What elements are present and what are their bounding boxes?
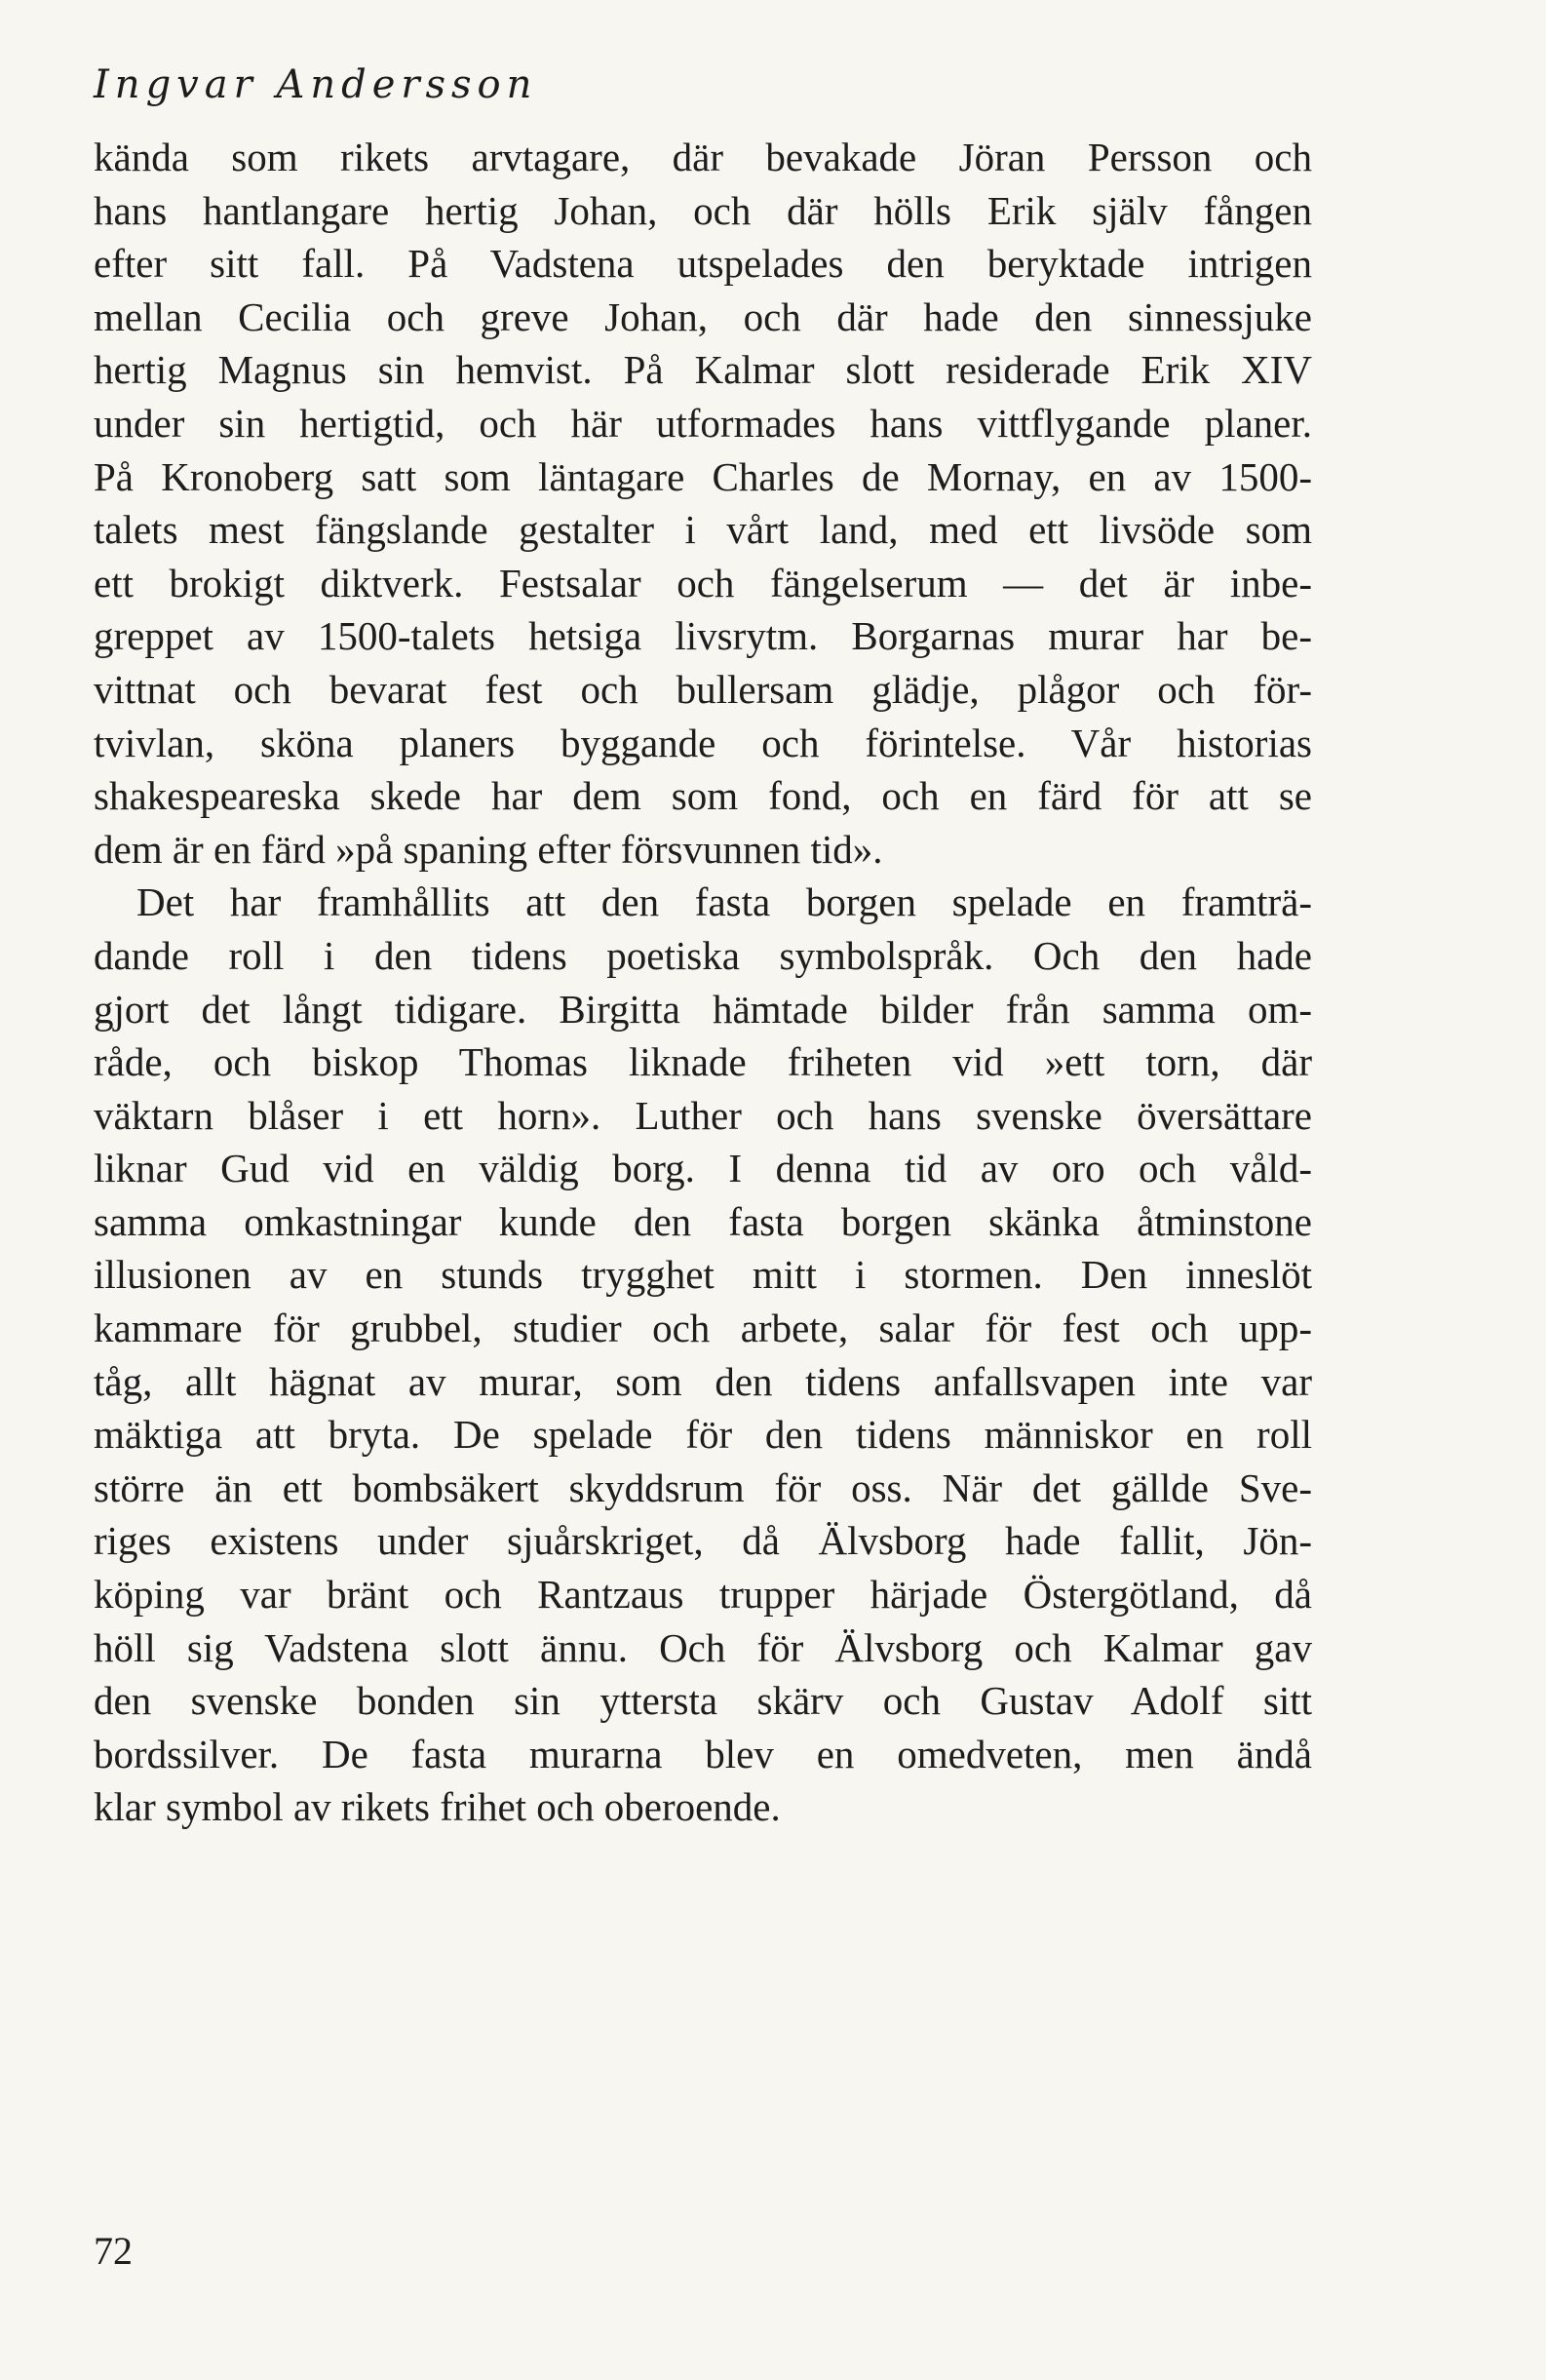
text-line: dande roll i den tidens poetiska symbolspråk. Och den hade: [94, 932, 1312, 978]
text-line: större än ett bombsäkert skyddsrum för oss. När det gällde Sve-: [94, 1464, 1312, 1510]
text-line: kända som rikets arvtagare, där bevakade Jöran Persson och: [94, 135, 1312, 179]
text-line: greppet av 1500-talets hetsiga livsrytm. Borgarnas murar har be-: [94, 613, 1312, 659]
text-line: den svenske bonden sin yttersta skärv och Gustav Adolf sitt: [94, 1678, 1312, 1724]
text-line: väktarn blåser i ett horn». Luther och hans svenske översättare: [94, 1092, 1312, 1138]
text-line: klar symbol av rikets frihet och oberoende.: [94, 1784, 781, 1830]
text-line: mellan Cecilia och greve Johan, och där hade den sinnessjuke: [94, 293, 1312, 339]
paragraph-1: [94, 131, 1312, 876]
text-line: riges existens under sjuårskriget, då Älvsborg hade fallit, Jön-: [94, 1518, 1312, 1564]
text-line: liknar Gud vid en väldig borg. I denna tid av oro och våld-: [94, 1146, 1312, 1191]
text-line: hertig Magnus sin hemvist. På Kalmar slott residerade Erik XIV: [94, 347, 1312, 393]
text-line: råde, och biskop Thomas liknade friheten vid »ett torn, där: [94, 1039, 1312, 1085]
text-line: talets mest fängslande gestalter i vårt land, med ett livsöde som: [94, 507, 1312, 553]
text-line: kammare för grubbel, studier och arbete, salar för fest och upp-: [94, 1306, 1312, 1351]
page-number: 72: [94, 2229, 133, 2273]
paragraph-2: [94, 876, 1312, 1834]
text-line: samma omkastningar kunde den fasta borgen skänka åtminstone: [94, 1198, 1312, 1244]
text-line: ett brokigt diktverk. Festsalar och fängelserum — det är inbe-: [94, 560, 1312, 605]
text-line: illusionen av en stunds trygghet mitt i stormen. Den inneslöt: [94, 1252, 1312, 1298]
text-line: under sin hertigtid, och här utformades hans vittflygande planer.: [94, 400, 1312, 446]
running-head-author: Ingvar Andersson: [94, 62, 538, 107]
text-line: tåg, allt hägnat av murar, som den tidens anfallsvapen inte var: [94, 1358, 1312, 1404]
text-line: efter sitt fall. På Vadstena utspelades den beryktade intrigen: [94, 241, 1312, 287]
text-line: På Kronoberg satt som läntagare Charles de Mornay, en av 1500-: [94, 453, 1312, 499]
text-line: höll sig Vadstena slott ännu. Och för Älvsborg och Kalmar gav: [94, 1624, 1312, 1670]
text-line: Det har framhållits att den fasta borgen spelade en framträ-: [136, 879, 1312, 925]
text-line: mäktiga att bryta. De spelade för den tidens människor en roll: [94, 1412, 1312, 1458]
text-line: hans hantlangare hertig Johan, och där hölls Erik själv fången: [94, 187, 1312, 233]
text-line: gjort det långt tidigare. Birgitta hämtade bilder från samma om-: [94, 986, 1312, 1032]
text-line: dem är en färd »på spaning efter försvunnen tid».: [94, 826, 883, 872]
text-line: köping var bränt och Rantzaus trupper härjade Östergötland, då: [94, 1572, 1312, 1618]
body-text: [94, 131, 1312, 1834]
text-line: tvivlan, sköna planers byggande och förintelse. Vår historias: [94, 720, 1312, 765]
text-line: bordssilver. De fasta murarna blev en omedveten, men ändå: [94, 1731, 1312, 1776]
text-line: shakespeareska skede har dem som fond, och en färd för att se: [94, 773, 1312, 819]
text-line: vittnat och bevarat fest och bullersam glädje, plågor och för-: [94, 666, 1312, 712]
